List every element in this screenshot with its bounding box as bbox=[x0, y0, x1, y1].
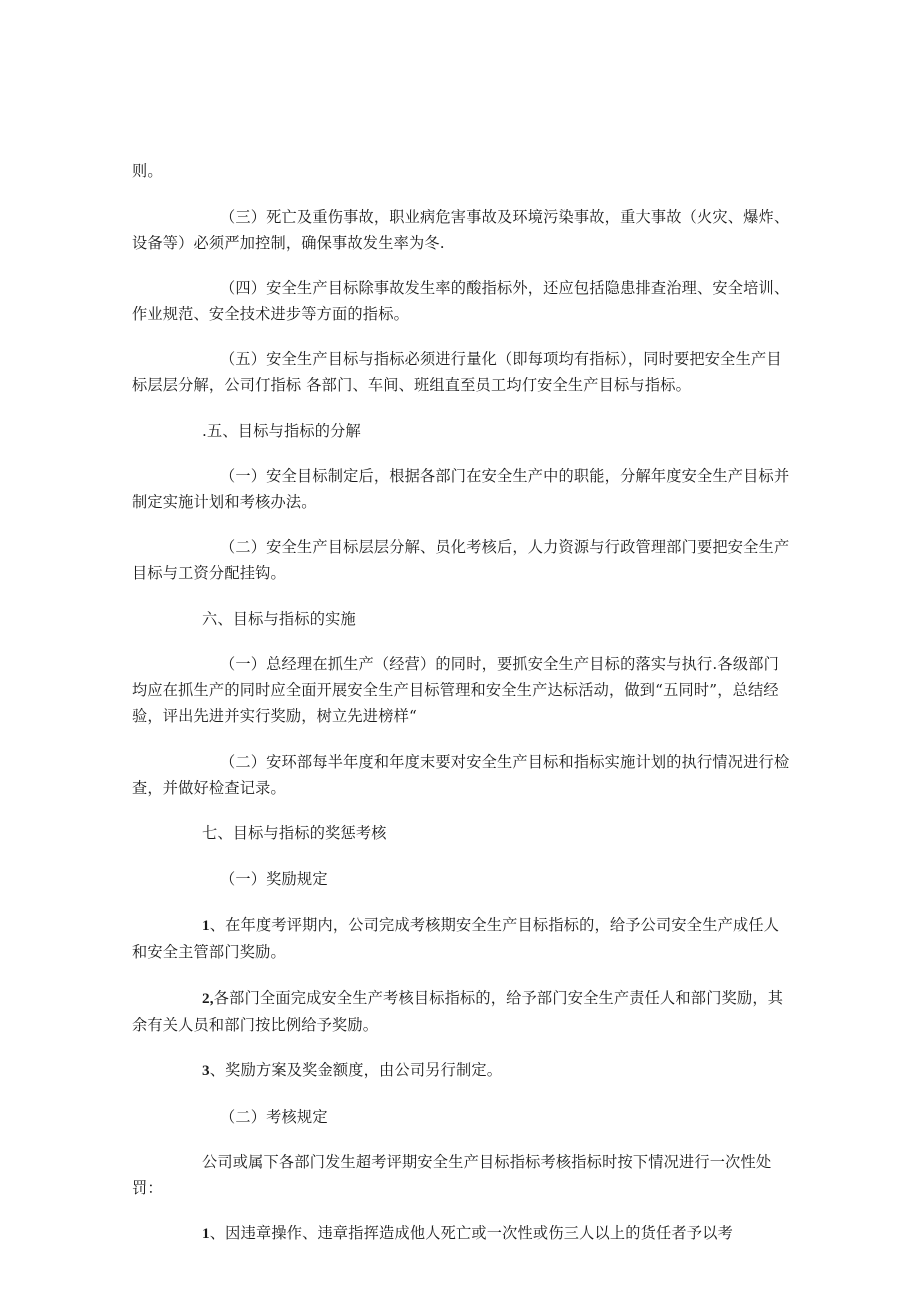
paragraph-intro bbox=[132, 1149, 792, 1201]
heading-text: 六、目标与指标的实施 bbox=[202, 610, 356, 628]
paragraph-item-1 bbox=[132, 463, 792, 515]
paragraph-text: 、在年度考评期内，公司完成考核期安全生产目标指标的，给予公司安全生产成任人和安全主管部门奖励。 bbox=[132, 916, 780, 961]
paragraph-text: （三）死亡及重伤事故，职业病危害事故及环境污染事故，重大事故（火灾、爆炸、设备等）必须严加控制，确保事故发生率为冬. bbox=[132, 208, 790, 252]
paragraph-numbered-1 bbox=[132, 912, 792, 965]
subsection-heading-assessment bbox=[132, 1104, 792, 1130]
item-number: 3 bbox=[202, 1062, 210, 1079]
heading-text: 七、目标与指标的奖惩考核 bbox=[202, 824, 387, 842]
paragraph-text: 、因违章操作、违章指挥造成他人死亡或一次性或伤三人以上的货任者予以考 bbox=[209, 1224, 733, 1242]
item-number: 1 bbox=[202, 917, 210, 934]
document-body bbox=[132, 158, 792, 1247]
item-number: 2, bbox=[202, 990, 214, 1007]
paragraph-text: 公司或属下各部门发生超考评期安全生产目标指标考核指标时按下情况进行一次性处罚： bbox=[132, 1153, 772, 1197]
paragraph-item-3 bbox=[132, 204, 792, 256]
paragraph-text: （二）安全生产目标层层分解、员化考核后，人力资源与行政管理部门要把安全生产目标与工资分配挂钩。 bbox=[132, 538, 790, 582]
section-heading-7 bbox=[132, 820, 792, 846]
paragraph-text: （二）安环部每半年度和年度末要对安全生产目标和指标实施计划的执行情况进行检查，并做好检查记录。 bbox=[132, 753, 790, 797]
paragraph-item-1 bbox=[132, 651, 792, 729]
heading-text: （二）考核规定 bbox=[220, 1108, 328, 1126]
paragraph-text: 各部门全面完成安全生产考核目标指标的，给予部门安全生产责任人和部门奖励，其余有关人员和部门按比例给予奖励。 bbox=[132, 989, 784, 1034]
paragraph-continuation bbox=[132, 158, 792, 184]
item-number: 1 bbox=[202, 1225, 210, 1242]
paragraph-text: 、奖励方案及奖金额度，由公司另行制定。 bbox=[209, 1061, 503, 1079]
paragraph-text: （一）总经理在抓生产（经营）的同时，要抓安全生产目标的落实与执行.各级部门均应在抓生产的同时应全面开展安全生产目标管理和安全生产达标活动，做到“五同时”，总结经验，评出先进并实行奖励，树立先进榜样“ bbox=[132, 655, 779, 725]
section-heading-5 bbox=[132, 418, 792, 444]
paragraph-item-2 bbox=[132, 534, 792, 586]
paragraph-text: （一）安全目标制定后，根据各部门在安全生产中的职能，分解年度安全生产目标并制定实施计划和考核办法。 bbox=[132, 467, 790, 511]
paragraph-numbered-1 bbox=[132, 1220, 792, 1247]
paragraph-text: 则。 bbox=[132, 162, 163, 180]
heading-text: .五、目标与指标的分解 bbox=[202, 422, 361, 440]
paragraph-item-4 bbox=[132, 275, 792, 327]
heading-text: （一）奖励规定 bbox=[220, 870, 328, 888]
subsection-heading-reward bbox=[132, 866, 792, 892]
section-heading-6 bbox=[132, 606, 792, 632]
paragraph-text: （四）安全生产目标除事故发生率的酸指标外，还应包括隐患排查治理、安全培训、作业规范、安全技术进步等方面的指标。 bbox=[132, 279, 790, 323]
paragraph-item-5 bbox=[132, 346, 792, 398]
paragraph-numbered-2 bbox=[132, 985, 792, 1038]
paragraph-item-2 bbox=[132, 749, 792, 801]
paragraph-numbered-3 bbox=[132, 1057, 792, 1084]
paragraph-text: （五）安全生产目标与指标必须进行量化（即每项均有指标），同时要把安全生产目标层层分解，公司仃指标 各部门、车间、班组直至员工均仃安全生产目标与指标。 bbox=[132, 350, 782, 394]
